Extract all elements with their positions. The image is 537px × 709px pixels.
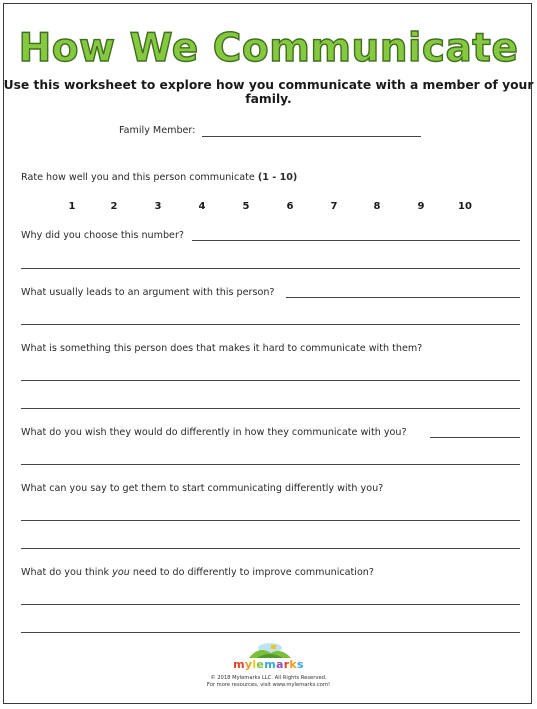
resources-text: For more resources, visit www.mylemarks.com! [206, 682, 331, 688]
question-1: Why did you choose this number? [21, 230, 185, 241]
worksheet-title: How We Communicate [18, 26, 519, 71]
logo-letter: a [275, 658, 284, 671]
question-2: What usually leads to an argument with this person? [21, 287, 275, 298]
question-6-part1: What do you think [21, 567, 113, 578]
mylemarks-hills-icon [247, 641, 293, 659]
question-6-part2: need to do differently to improve communication? [129, 567, 374, 578]
rating-number[interactable]: 5 [242, 201, 250, 212]
answer-line[interactable] [430, 437, 520, 438]
question-5: What can you say to get them to start communicating differently with you? [21, 483, 384, 494]
answer-line[interactable] [21, 548, 520, 549]
answer-line[interactable] [192, 240, 520, 241]
logo-letter: r [283, 658, 290, 671]
family-member-line[interactable] [202, 136, 421, 137]
rating-number[interactable]: 1 [68, 201, 76, 212]
logo-letter: l [252, 658, 257, 671]
rating-range: (1 - 10) [257, 172, 298, 183]
mylemarks-logo-text [233, 658, 304, 671]
question-6-emphasis: you [112, 567, 130, 578]
logo-letter: e [256, 658, 265, 671]
answer-line[interactable] [21, 632, 520, 633]
rating-number[interactable]: 8 [373, 201, 381, 212]
logo-letter: y [244, 658, 253, 671]
rating-number[interactable]: 7 [330, 201, 338, 212]
rating-number[interactable]: 3 [154, 201, 162, 212]
mylemarks-logo [0, 658, 537, 671]
rating-number[interactable]: 10 [458, 201, 472, 212]
answer-line[interactable] [21, 464, 520, 465]
question-3: What is something this person does that makes it hard to communicate with them? [21, 343, 423, 354]
logo-letter: s [297, 658, 304, 671]
rating-number[interactable]: 4 [198, 201, 206, 212]
logo-letter: m [233, 658, 245, 671]
answer-line[interactable] [21, 324, 520, 325]
family-member-label: Family Member: [119, 125, 196, 136]
logo-letter: m [264, 658, 276, 671]
answer-line[interactable] [286, 297, 520, 298]
rating-number[interactable]: 2 [110, 201, 118, 212]
rating-number[interactable]: 6 [286, 201, 294, 212]
answer-line[interactable] [21, 408, 520, 409]
answer-line[interactable] [21, 520, 520, 521]
question-6 [21, 567, 374, 578]
logo-letter: k [289, 658, 298, 671]
copyright-text: © 2018 Mylemarks LLC. All Rights Reserved. [210, 675, 327, 681]
question-4: What do you wish they would do differently in how they communicate with you? [21, 427, 407, 438]
rating-prompt [21, 172, 297, 183]
rating-number[interactable]: 9 [417, 201, 425, 212]
rating-prompt-text: Rate how well you and this person communicate [21, 172, 255, 183]
answer-line[interactable] [21, 604, 520, 605]
answer-line[interactable] [21, 268, 520, 269]
worksheet-subtitle: Use this worksheet to explore how you communicate with a member of your family. [3, 78, 534, 106]
answer-line[interactable] [21, 380, 520, 381]
